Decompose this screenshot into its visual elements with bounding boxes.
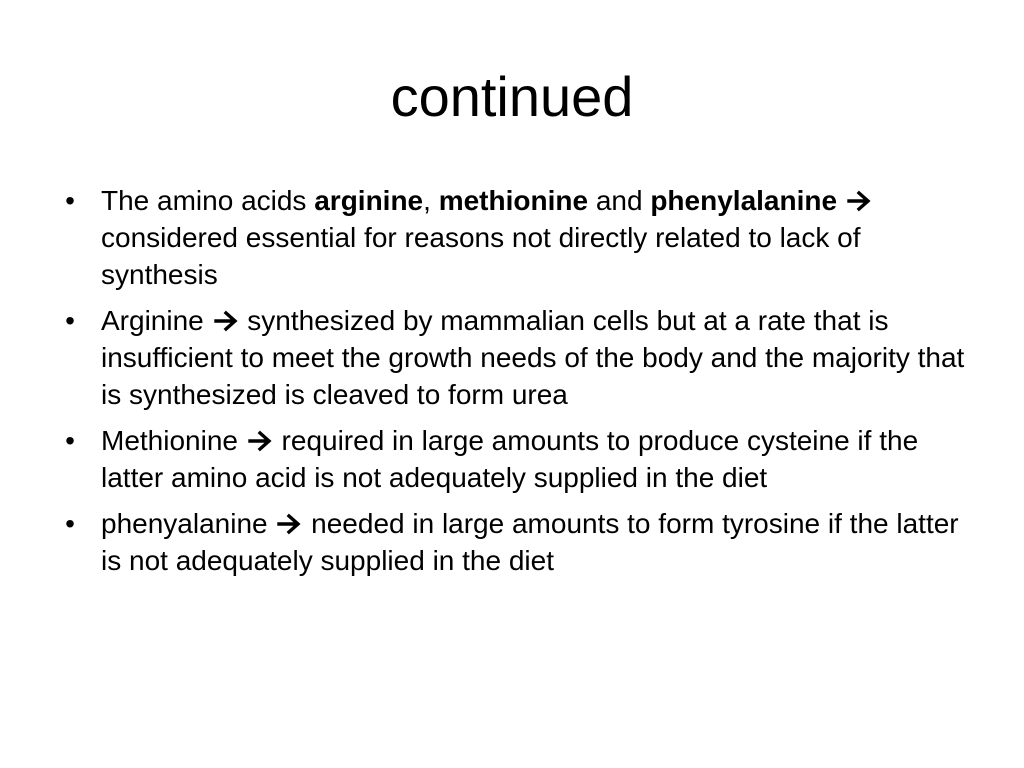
bullet-item-arginine — [60, 302, 980, 413]
right-arrow-icon — [847, 190, 873, 212]
right-arrow-icon — [277, 513, 303, 535]
right-arrow-icon — [248, 430, 274, 452]
right-arrow-icon — [214, 310, 240, 332]
term-arginine: arginine — [314, 185, 424, 216]
slide-title: continued — [390, 65, 634, 128]
bullet-list — [60, 182, 980, 579]
bullet-point: • — [65, 185, 75, 216]
bullet-text: required in large amounts to produce cysteine if the latter amino acid is not adequately supplied in the diet — [101, 425, 919, 493]
separator: and — [588, 185, 651, 216]
bullet-prefix: The amino acids — [101, 185, 315, 216]
bullet-item-phenylalanine — [60, 505, 980, 579]
bullet-text: considered essential for reasons not directly related to lack of synthesis — [101, 222, 861, 290]
bullet-point: • — [65, 305, 75, 336]
bullet-text: synthesized by mammalian cells but at a rate that is insufficient to meet the growth needs of the body and the majority that is synthesized is cleaved to form urea — [101, 305, 965, 410]
term-phenylalanine: phenylalanine — [650, 185, 838, 216]
bullet-term: phenyalanine — [101, 508, 268, 539]
bullet-item-methionine — [60, 422, 980, 496]
slide-content — [60, 182, 980, 588]
bullet-item-essential-amino-acids — [60, 182, 980, 293]
bullet-term: Methionine — [101, 425, 238, 456]
bullet-term: Arginine — [101, 305, 204, 336]
bullet-point: • — [65, 425, 75, 456]
term-methionine: methionine — [438, 185, 589, 216]
separator: , — [423, 185, 439, 216]
bullet-point: • — [65, 508, 75, 539]
bullet-text: needed in large amounts to form tyrosine if the latter is not adequately supplied in the diet — [101, 508, 959, 576]
